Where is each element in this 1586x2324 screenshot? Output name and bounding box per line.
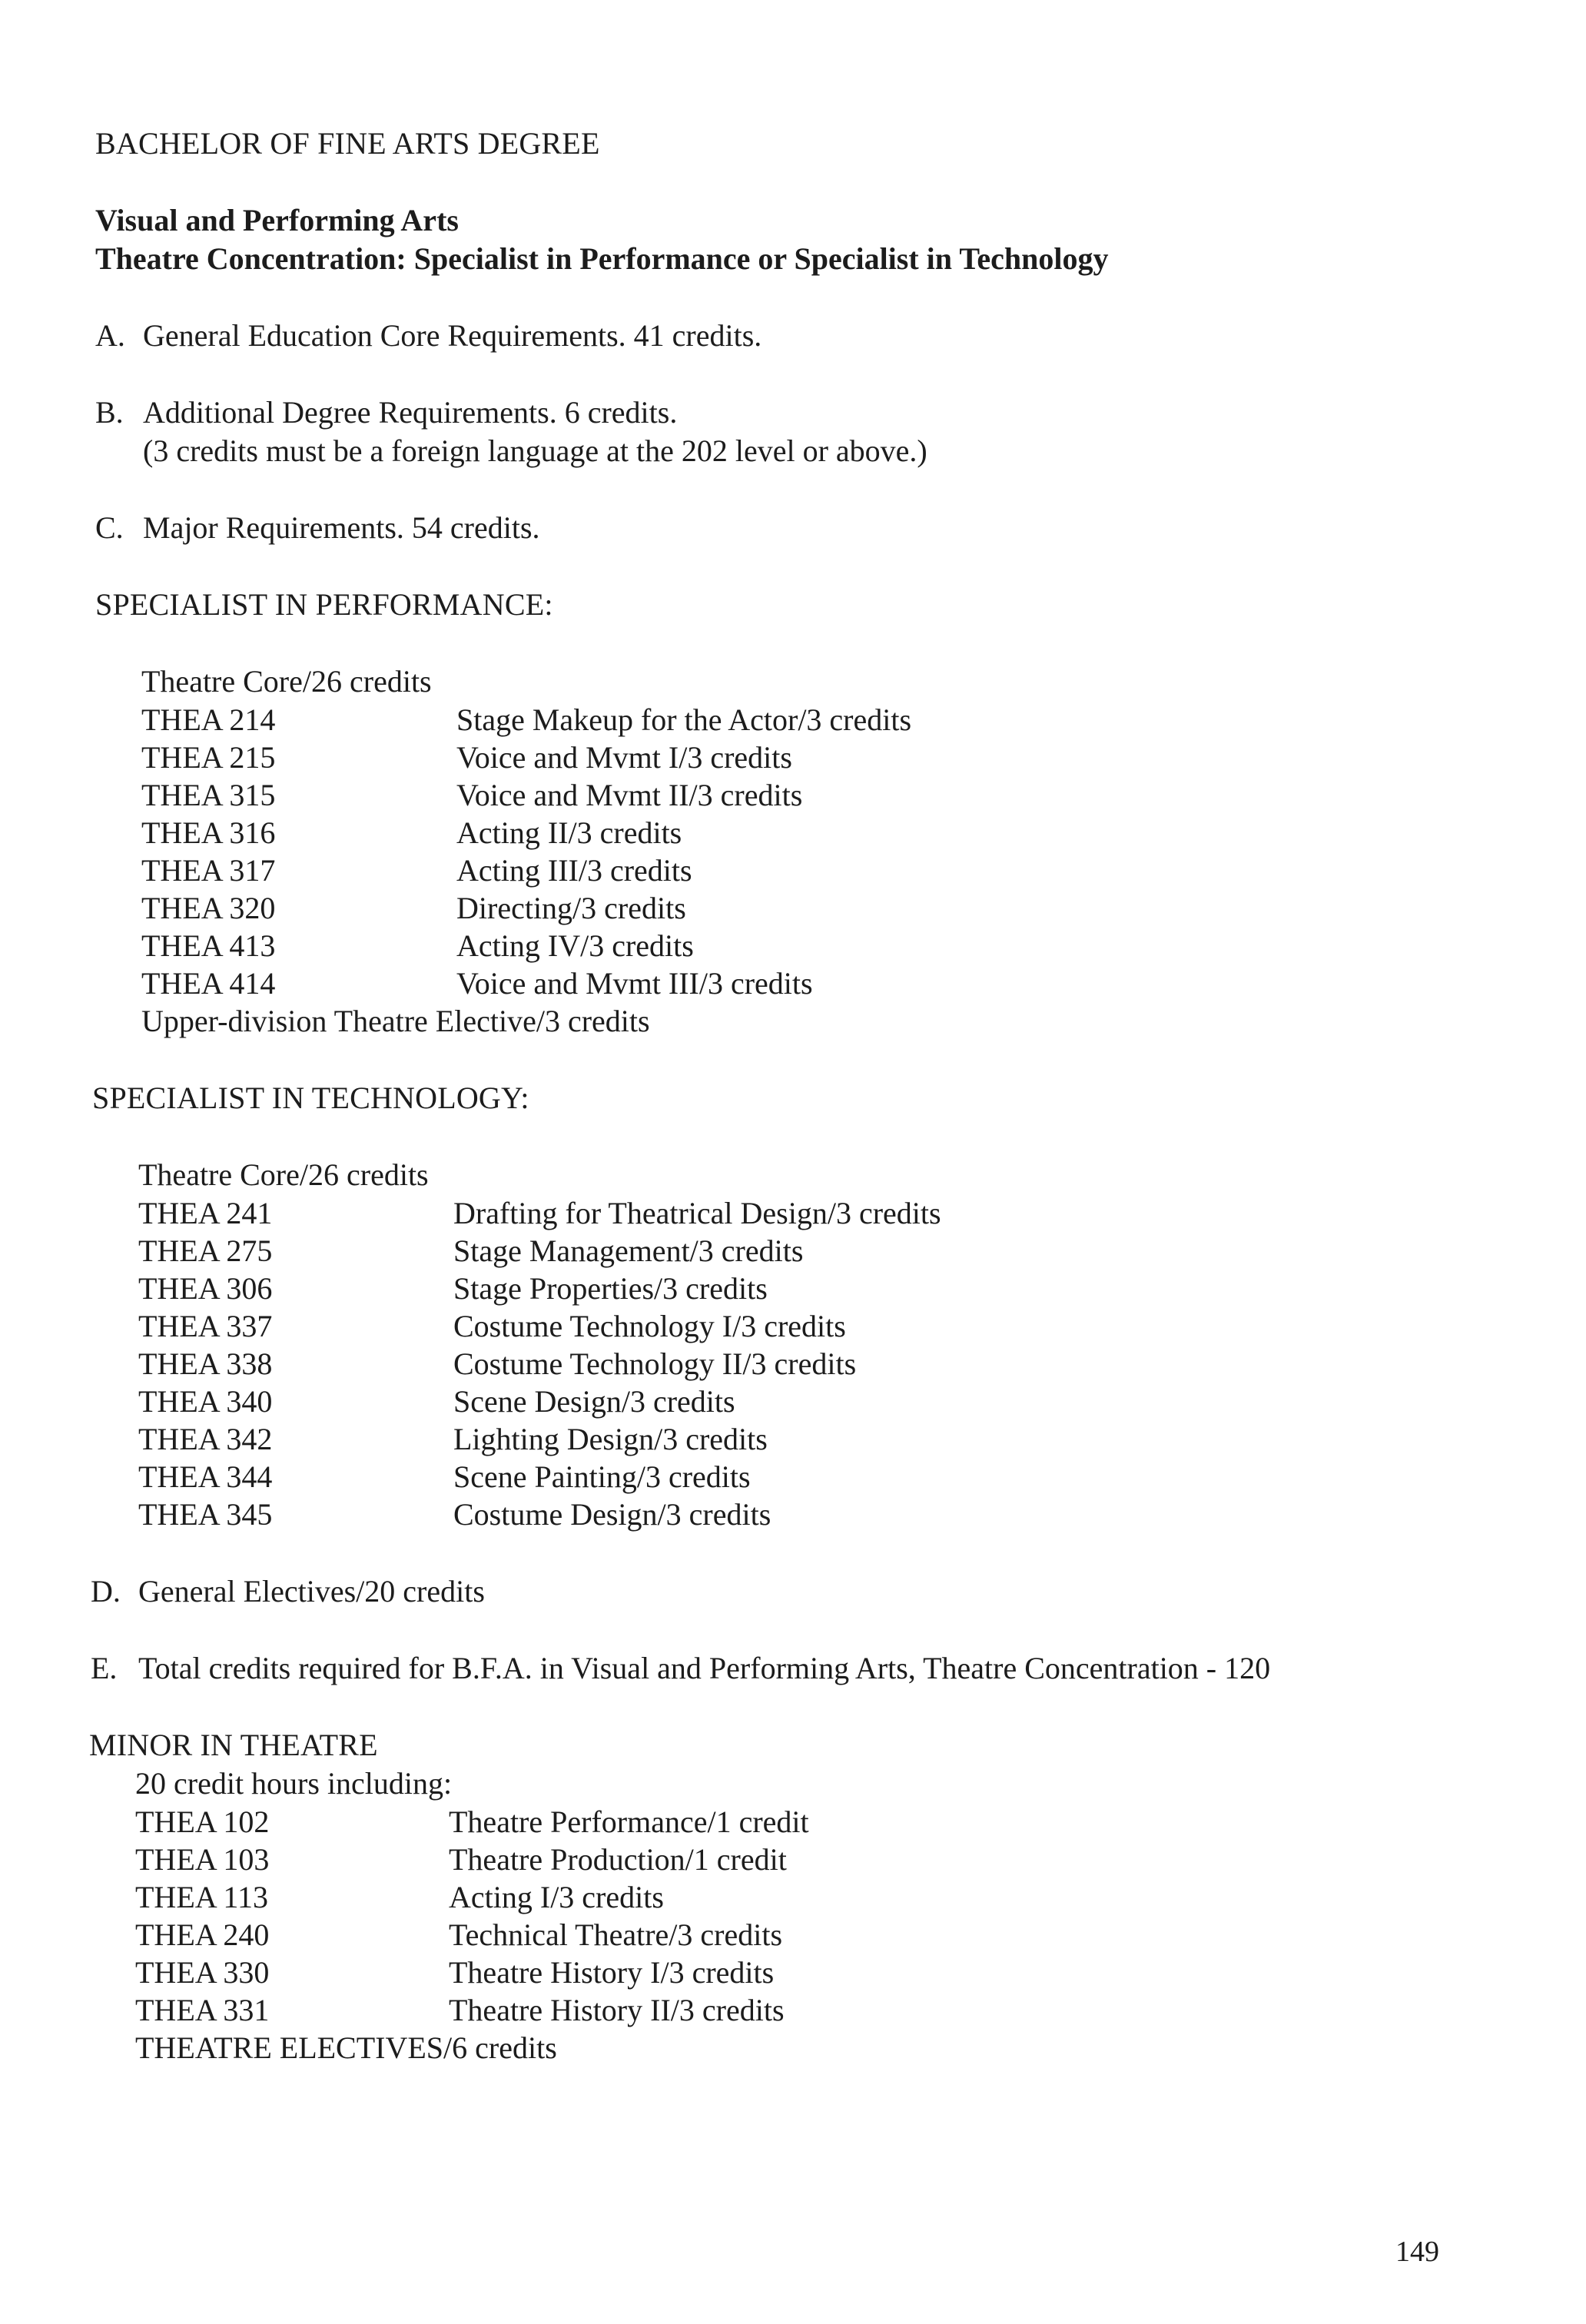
course-description: Costume Technology I/3 credits bbox=[453, 1309, 846, 1343]
course-description: Voice and Mvmt I/3 credits bbox=[456, 740, 792, 775]
requirement-b-text: Additional Degree Requirements. 6 credits. bbox=[143, 395, 678, 430]
course-row bbox=[0, 889, 1586, 927]
course-code: THEA 214 bbox=[141, 702, 276, 737]
course-description: Costume Technology II/3 credits bbox=[453, 1346, 857, 1381]
minor-electives: THEATRE ELECTIVES/6 credits bbox=[135, 2030, 557, 2065]
course-description: Scene Painting/3 credits bbox=[453, 1459, 751, 1494]
course-code: THEA 413 bbox=[141, 928, 276, 963]
course-description: Theatre History II/3 credits bbox=[449, 1993, 785, 2027]
requirement-c-text: Major Requirements. 54 credits. bbox=[143, 510, 540, 545]
course-description: Voice and Mvmt III/3 credits bbox=[456, 966, 813, 1001]
page-number: 149 bbox=[1395, 2236, 1439, 2268]
course-description: Costume Design/3 credits bbox=[453, 1497, 771, 1532]
course-description: Acting I/3 credits bbox=[449, 1880, 664, 1914]
course-code: THEA 345 bbox=[138, 1497, 273, 1532]
requirement-a bbox=[95, 317, 761, 354]
course-row bbox=[0, 1803, 1586, 1841]
course-row bbox=[0, 1916, 1586, 1954]
course-description: Acting IV/3 credits bbox=[456, 928, 694, 963]
requirement-c-letter: C. bbox=[95, 510, 124, 545]
technology-course-list bbox=[0, 1194, 1586, 1540]
concentration-title: Theatre Concentration: Specialist in Performance or Specialist in Technology bbox=[95, 241, 1109, 276]
requirement-d-text: General Electives/20 credits bbox=[138, 1574, 485, 1609]
requirement-d-letter: D. bbox=[91, 1574, 121, 1609]
course-code: THEA 317 bbox=[141, 853, 276, 888]
course-description: Technical Theatre/3 credits bbox=[449, 1917, 783, 1952]
course-row bbox=[0, 1232, 1586, 1270]
course-code: THEA 316 bbox=[141, 815, 276, 850]
course-row bbox=[0, 1383, 1586, 1420]
minor-heading: MINOR IN THEATRE bbox=[89, 1728, 378, 1762]
course-description: Directing/3 credits bbox=[456, 891, 686, 925]
course-row bbox=[0, 964, 1586, 1002]
performance-heading: SPECIALIST IN PERFORMANCE: bbox=[95, 587, 553, 622]
course-description: Stage Properties/3 credits bbox=[453, 1271, 768, 1306]
course-row bbox=[0, 1270, 1586, 1307]
course-code: THEA 315 bbox=[141, 778, 276, 812]
requirement-e bbox=[91, 1649, 1270, 1687]
requirement-a-letter: A. bbox=[95, 318, 125, 353]
performance-course-list bbox=[0, 701, 1586, 1008]
course-row bbox=[0, 1307, 1586, 1345]
requirement-e-letter: E. bbox=[91, 1651, 118, 1685]
course-code: THEA 331 bbox=[135, 1993, 270, 2027]
course-row bbox=[0, 1841, 1586, 1878]
course-row bbox=[0, 701, 1586, 739]
requirement-e-text: Total credits required for B.F.A. in Visual and Performing Arts, Theatre Concentration - 120 bbox=[138, 1651, 1271, 1685]
course-code: THEA 306 bbox=[138, 1271, 273, 1306]
course-code: THEA 344 bbox=[138, 1459, 273, 1494]
course-description: Lighting Design/3 credits bbox=[453, 1422, 768, 1456]
course-code: THEA 113 bbox=[135, 1880, 268, 1914]
course-row bbox=[0, 1194, 1586, 1232]
course-description: Theatre Performance/1 credit bbox=[449, 1804, 809, 1839]
program-name: Visual and Performing Arts bbox=[95, 203, 459, 237]
technology-core: Theatre Core/26 credits bbox=[138, 1157, 429, 1192]
course-code: THEA 337 bbox=[138, 1309, 273, 1343]
performance-elective: Upper-division Theatre Elective/3 credits bbox=[141, 1004, 650, 1038]
course-row bbox=[0, 927, 1586, 964]
requirement-c bbox=[95, 509, 540, 546]
course-code: THEA 241 bbox=[138, 1196, 273, 1230]
technology-heading: SPECIALIST IN TECHNOLOGY: bbox=[92, 1081, 529, 1115]
course-code: THEA 215 bbox=[141, 740, 276, 775]
requirement-d bbox=[91, 1572, 485, 1610]
course-row bbox=[0, 814, 1586, 852]
course-row bbox=[0, 776, 1586, 814]
course-code: THEA 340 bbox=[138, 1384, 273, 1419]
course-row bbox=[0, 1458, 1586, 1496]
course-row bbox=[0, 1345, 1586, 1383]
course-row bbox=[0, 1420, 1586, 1458]
course-description: Theatre History I/3 credits bbox=[449, 1955, 775, 1990]
requirement-a-text: General Education Core Requirements. 41 credits. bbox=[143, 318, 762, 353]
course-description: Theatre Production/1 credit bbox=[449, 1842, 787, 1877]
course-row bbox=[0, 1878, 1586, 1916]
course-code: THEA 338 bbox=[138, 1346, 273, 1381]
page-title: BACHELOR OF FINE ARTS DEGREE bbox=[95, 126, 600, 161]
course-description: Acting III/3 credits bbox=[456, 853, 692, 888]
requirement-b bbox=[95, 393, 677, 431]
minor-course-list bbox=[0, 1803, 1586, 2034]
minor-intro: 20 credit hours including: bbox=[135, 1766, 453, 1801]
course-code: THEA 320 bbox=[141, 891, 276, 925]
course-description: Scene Design/3 credits bbox=[453, 1384, 735, 1419]
course-code: THEA 275 bbox=[138, 1233, 273, 1268]
course-code: THEA 240 bbox=[135, 1917, 270, 1952]
course-description: Drafting for Theatrical Design/3 credits bbox=[453, 1196, 941, 1230]
course-code: THEA 330 bbox=[135, 1955, 270, 1990]
course-row bbox=[0, 1496, 1586, 1533]
course-code: THEA 414 bbox=[141, 966, 276, 1001]
course-description: Stage Management/3 credits bbox=[453, 1233, 804, 1268]
course-row bbox=[0, 852, 1586, 889]
requirement-b-letter: B. bbox=[95, 395, 124, 430]
course-row bbox=[0, 1991, 1586, 2029]
course-code: THEA 102 bbox=[135, 1804, 270, 1839]
requirement-b-note: (3 credits must be a foreign language at the 202 level or above.) bbox=[143, 433, 927, 468]
course-code: THEA 342 bbox=[138, 1422, 273, 1456]
course-row bbox=[0, 1954, 1586, 1991]
course-description: Stage Makeup for the Actor/3 credits bbox=[456, 702, 912, 737]
performance-core: Theatre Core/26 credits bbox=[141, 664, 432, 699]
course-description: Voice and Mvmt II/3 credits bbox=[456, 778, 803, 812]
course-code: THEA 103 bbox=[135, 1842, 270, 1877]
course-description: Acting II/3 credits bbox=[456, 815, 682, 850]
course-row bbox=[0, 739, 1586, 776]
